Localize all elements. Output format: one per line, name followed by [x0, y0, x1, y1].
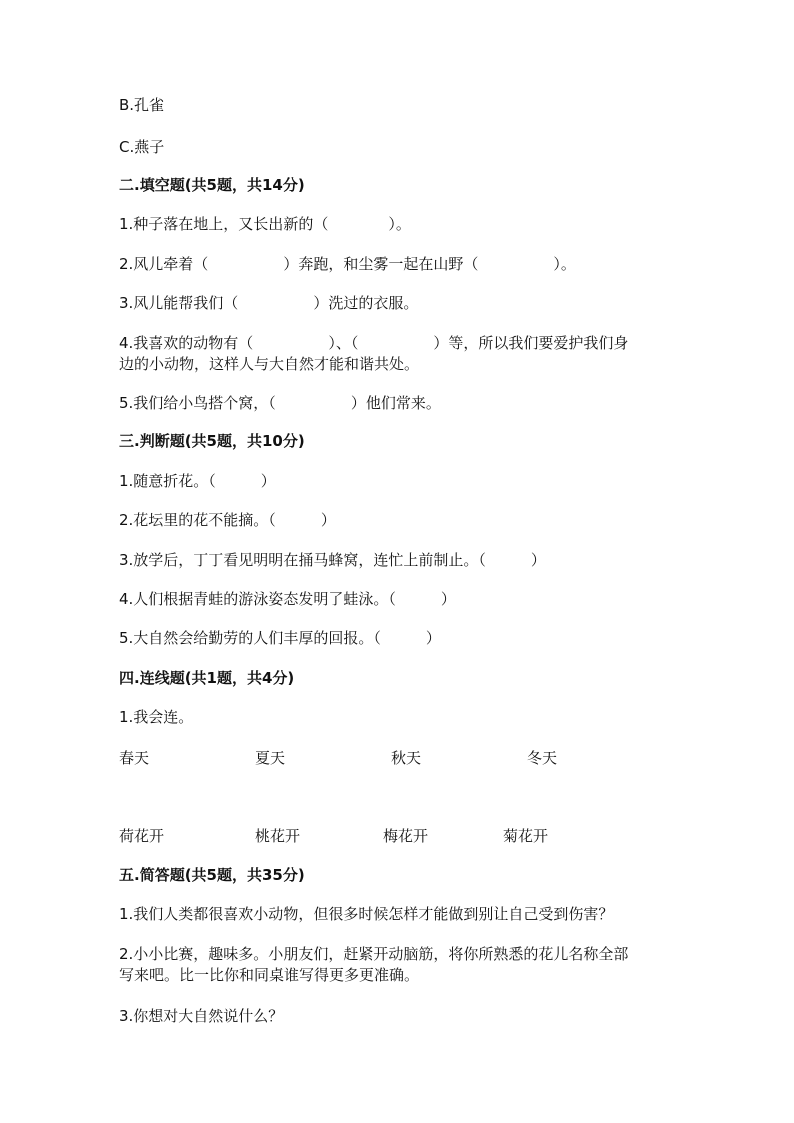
- option-b: B.孔雀: [119, 96, 165, 114]
- fill-blank-question-4-line-1: 4.我喜欢的动物有（ ）、（ ）等，所以我们要爱护我们身: [119, 334, 629, 352]
- fill-blank-question-5: 5.我们给小鸟搭个窝，（ ）他们常来。: [119, 394, 441, 412]
- flower-chrysanthemum: 菊花开: [503, 827, 549, 845]
- fill-blank-question-3: 3.风儿能帮我们（ ）洗过的衣服。: [119, 294, 419, 312]
- flower-peach: 桃花开: [255, 827, 301, 845]
- true-false-question-3: 3.放学后，丁丁看见明明在捅马蜂窝，连忙上前制止。（ ）: [119, 551, 546, 569]
- season-spring: 春天: [119, 749, 150, 767]
- season-summer: 夏天: [255, 749, 286, 767]
- true-false-question-1: 1.随意折花。（ ）: [119, 472, 276, 490]
- section-heading-fill-blank: 二.填空题(共5题，共14分): [119, 176, 305, 194]
- short-answer-question-3: 3.你想对大自然说什么？: [119, 1007, 284, 1025]
- true-false-question-2: 2.花坛里的花不能摘。（ ）: [119, 511, 336, 529]
- option-c: C.燕子: [119, 138, 165, 156]
- season-autumn: 秋天: [391, 749, 422, 767]
- short-answer-question-2-line-1: 2.小小比赛，趣味多。小朋友们，赶紧开动脑筋，将你所熟悉的花儿名称全部: [119, 945, 629, 963]
- matching-question-1: 1.我会连。: [119, 708, 194, 726]
- section-heading-matching: 四.连线题(共1题，共4分): [119, 669, 295, 687]
- flower-plum: 梅花开: [383, 827, 429, 845]
- season-winter: 冬天: [527, 749, 558, 767]
- true-false-question-4: 4.人们根据青蛙的游泳姿态发明了蛙泳。（ ）: [119, 590, 456, 608]
- flower-lotus: 荷花开: [119, 827, 165, 845]
- short-answer-question-1: 1.我们人类都很喜欢小动物，但很多时候怎样才能做到别让自己受到伤害？: [119, 905, 614, 923]
- true-false-question-5: 5.大自然会给勤劳的人们丰厚的回报。（ ）: [119, 629, 441, 647]
- fill-blank-question-2: 2.风儿牵着（ ）奔跑，和尘雾一起在山野（ ）。: [119, 255, 576, 273]
- short-answer-question-2-line-2: 写来吧。比一比你和同桌谁写得更多更准确。: [119, 966, 420, 984]
- fill-blank-question-4-line-2: 边的小动物，这样人与大自然才能和谐共处。: [119, 355, 420, 373]
- section-heading-true-false: 三.判断题(共5题，共10分): [119, 432, 305, 450]
- fill-blank-question-1: 1.种子落在地上，又长出新的（ ）。: [119, 215, 411, 233]
- section-heading-short-answer: 五.简答题(共5题，共35分): [119, 866, 305, 884]
